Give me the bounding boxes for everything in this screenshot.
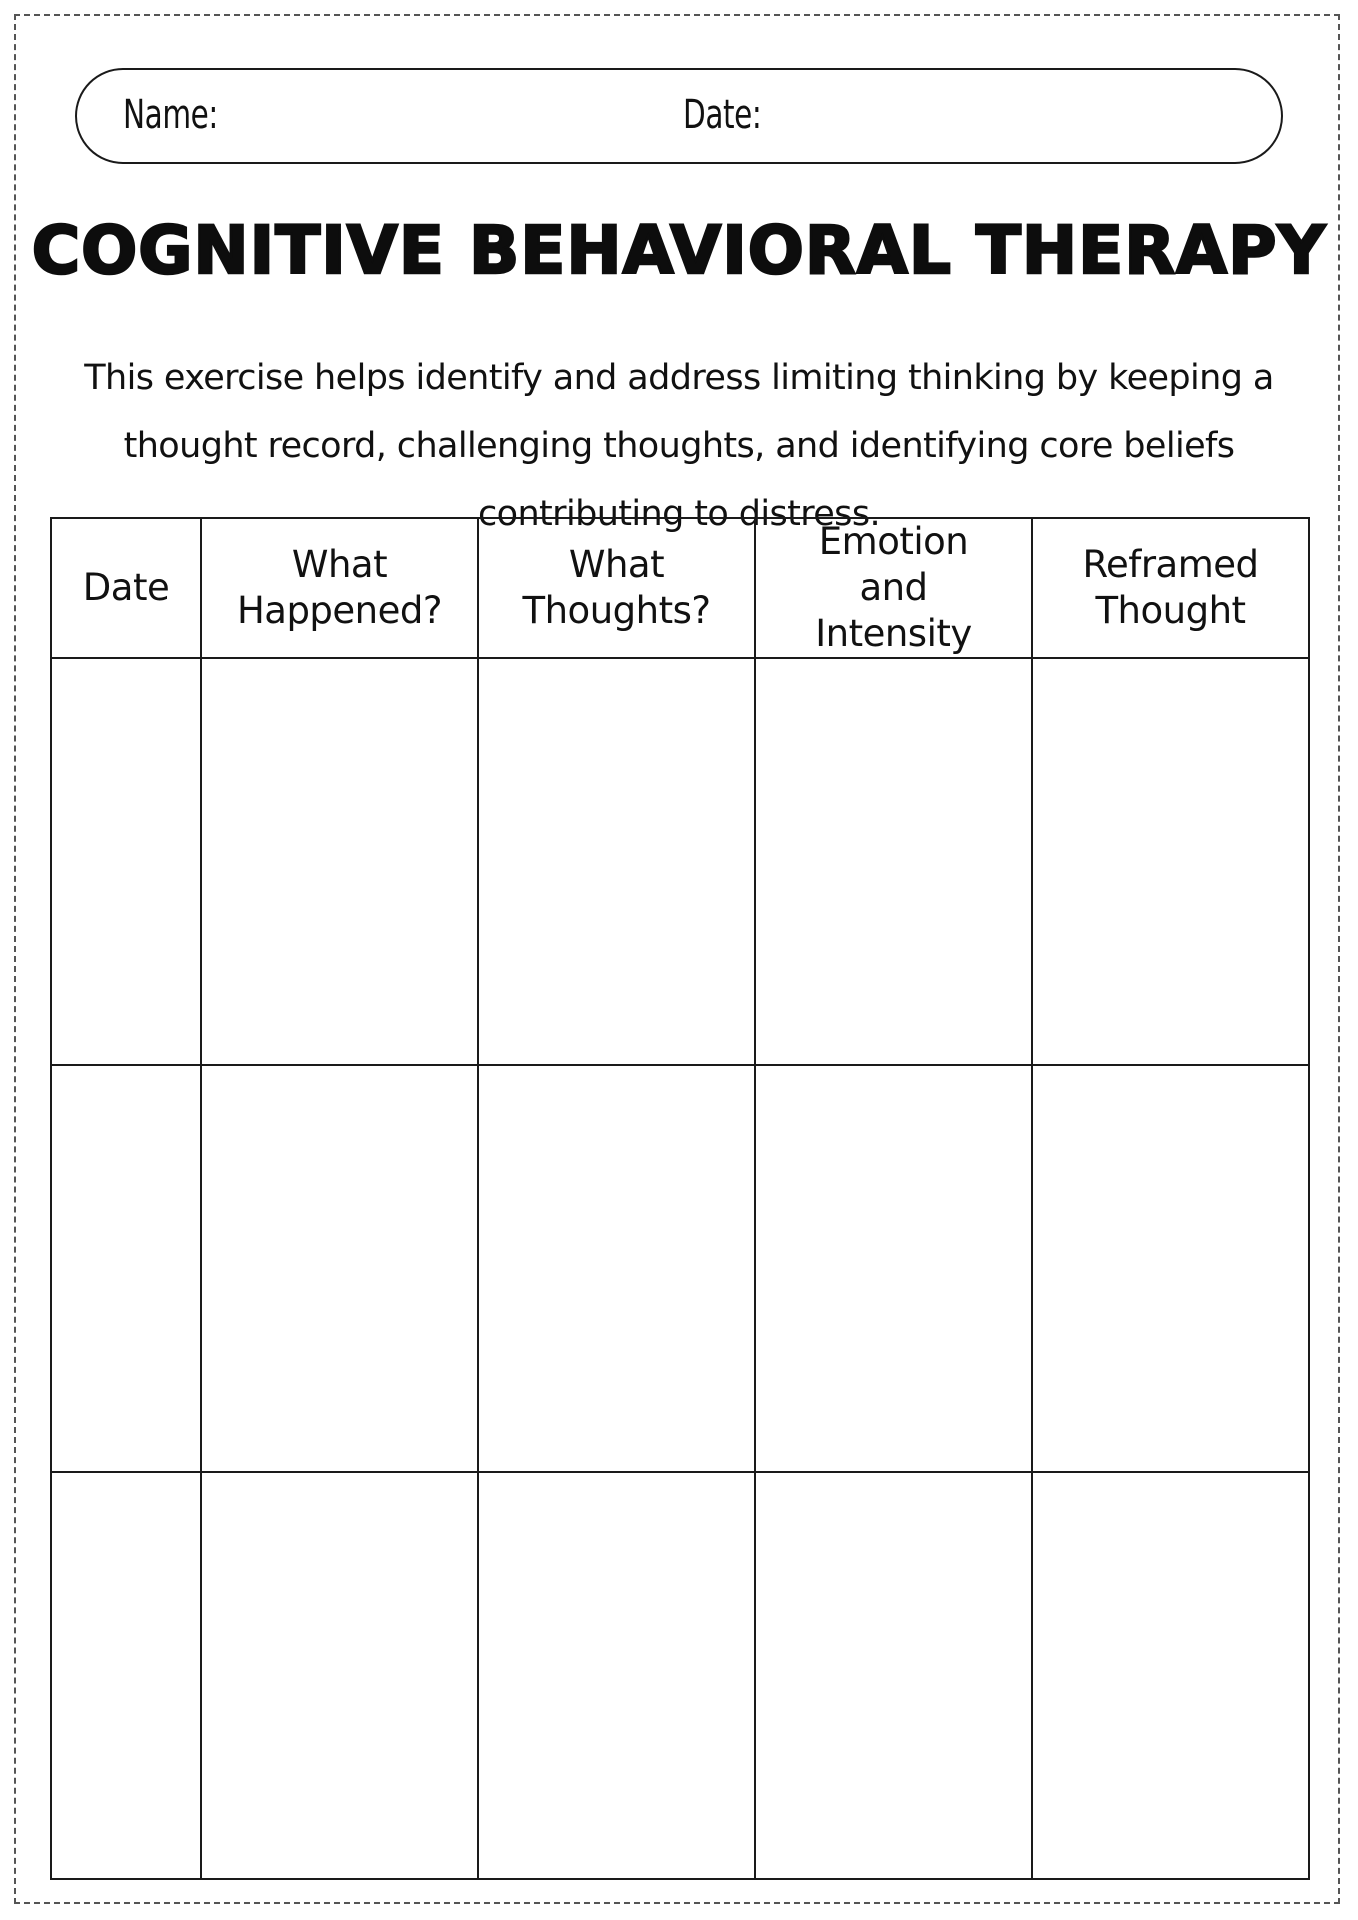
- table-cell-what-thoughts[interactable]: [478, 1065, 755, 1472]
- date-field-label: Date:: [683, 92, 762, 138]
- table-cell-date[interactable]: [51, 658, 201, 1065]
- table-cell-what-happened[interactable]: [201, 658, 478, 1065]
- column-header-reframed-thought: Reframed Thought: [1032, 518, 1309, 658]
- thought-record-table: [50, 517, 1310, 1880]
- table-cell-date[interactable]: [51, 1472, 201, 1879]
- table-row: [51, 1472, 1309, 1879]
- table-header-row: [51, 518, 1309, 658]
- column-header-what-happened: What Happened?: [201, 518, 478, 658]
- table-row: [51, 658, 1309, 1065]
- table-cell-reframed-thought[interactable]: [1032, 1472, 1309, 1879]
- table-cell-what-thoughts[interactable]: [478, 1472, 755, 1879]
- table-cell-what-happened[interactable]: [201, 1472, 478, 1879]
- table-cell-date[interactable]: [51, 1065, 201, 1472]
- table-cell-what-happened[interactable]: [201, 1065, 478, 1472]
- table-cell-reframed-thought[interactable]: [1032, 658, 1309, 1065]
- worksheet-intro: This exercise helps identify and address limiting thinking by keeping a thought record, challenging thoughts, and identifying core beliefs contributing to distress.: [84, 358, 1274, 534]
- table-cell-emotion-intensity[interactable]: [755, 1065, 1032, 1472]
- table-cell-emotion-intensity[interactable]: [755, 658, 1032, 1065]
- table-cell-reframed-thought[interactable]: [1032, 1065, 1309, 1472]
- table-cell-what-thoughts[interactable]: [478, 658, 755, 1065]
- column-header-emotion-intensity: Emotion and Intensity: [755, 518, 1032, 658]
- worksheet-title: COGNITIVE BEHAVIORAL THERAPY: [31, 212, 1327, 289]
- column-header-date: Date: [51, 518, 201, 658]
- name-date-bar: [75, 68, 1283, 164]
- column-header-what-thoughts: What Thoughts?: [478, 518, 755, 658]
- name-field-label: Name:: [123, 92, 218, 138]
- table-cell-emotion-intensity[interactable]: [755, 1472, 1032, 1879]
- table-row: [51, 1065, 1309, 1472]
